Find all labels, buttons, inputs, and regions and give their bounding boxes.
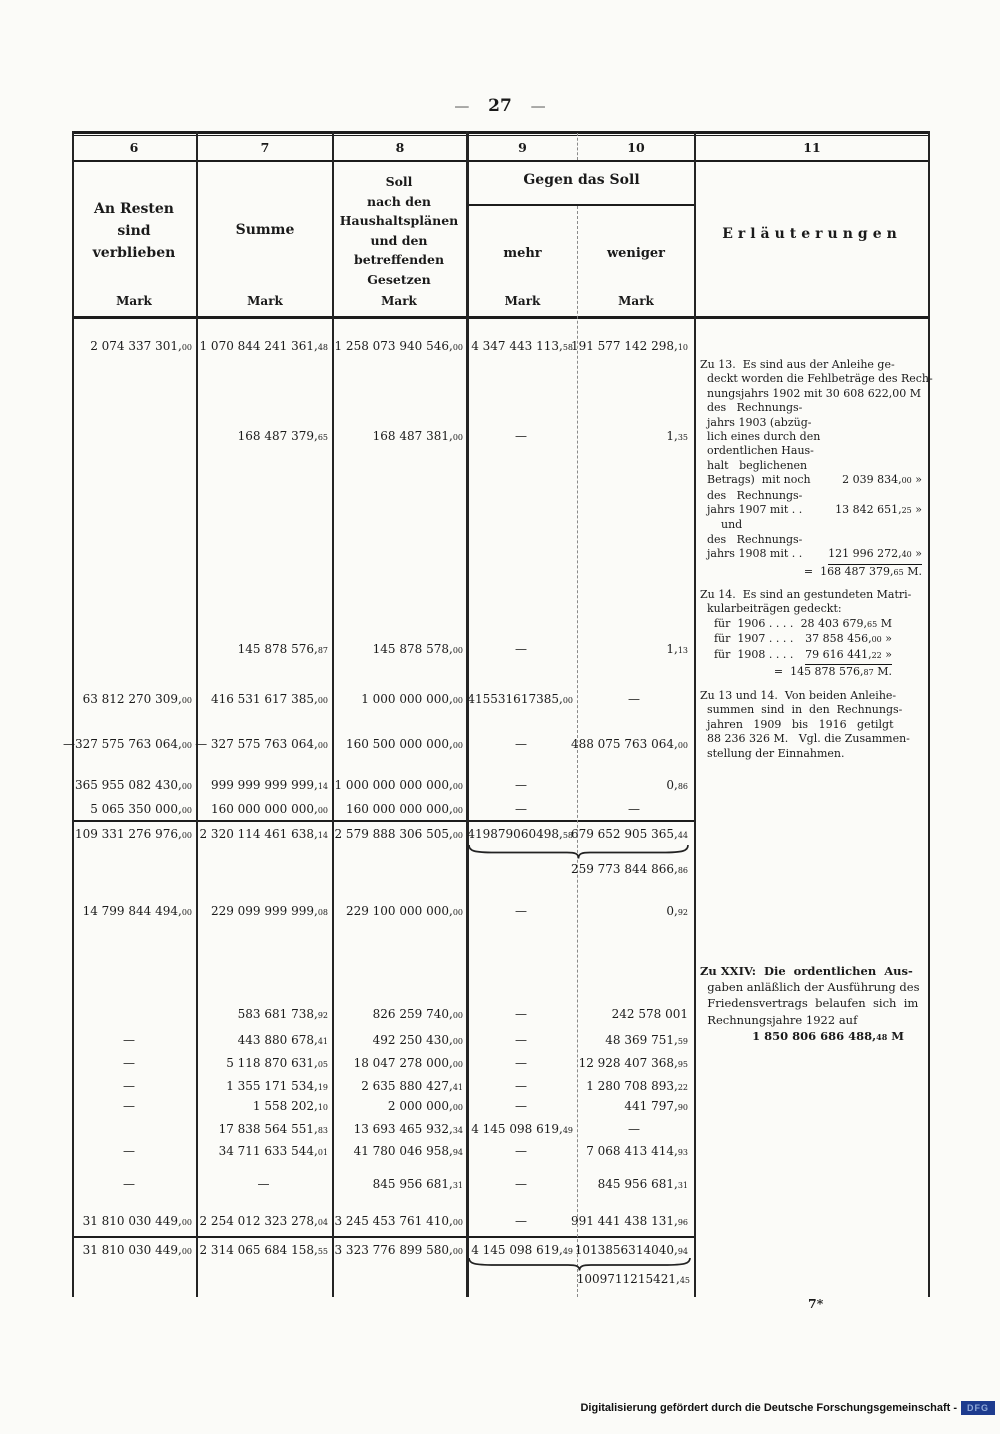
table-cell: 1 000 000 000,00 (361, 692, 463, 706)
table-cell: 2 579 888 306 505,00 (334, 827, 463, 841)
note-text: für 1907 . . . . (700, 632, 794, 646)
table-cell: 826 259 740,00 (372, 1007, 463, 1021)
table-cell: — (515, 1056, 527, 1070)
table-cell: 2 254 012 323 278,04 (199, 1214, 328, 1228)
note-line (700, 732, 930, 746)
divider-col6-col7 (196, 131, 198, 1297)
table-cell: 3 245 453 761 410,00 (334, 1214, 463, 1228)
divider-col10-col11 (694, 131, 696, 1297)
note-line (700, 963, 930, 979)
header-col11-erlaeuterungen: Erläuterungen (722, 226, 902, 242)
table-cell: — (515, 1144, 527, 1158)
note-line (700, 617, 930, 632)
table-cell: 168 487 379,65 (237, 429, 328, 443)
table-cell: 0,86 (666, 778, 688, 792)
header-col9-mehr: mehr (503, 246, 542, 261)
table-top-rule (72, 131, 930, 134)
table-cell: 160 000 000 000,00 (345, 802, 463, 816)
note-amount: 79 616 441,22 » (805, 648, 892, 665)
table-cell: 7 068 413 414,93 (586, 1144, 688, 1158)
table-cell: 145 878 576,87 (237, 642, 328, 656)
table-cell: 2 000 000,00 (387, 1099, 463, 1113)
page-number: 27 (488, 96, 512, 116)
header-col8-line5: betreffenden (353, 252, 445, 267)
note-amount: 2 039 834,00 » (842, 473, 922, 487)
note-zu14 (700, 588, 930, 680)
table-cell: 845 956 681,31 (372, 1177, 463, 1191)
table-cell: — (515, 1099, 527, 1113)
note-text: Zu 13 und 14. Von beiden Anleihe- (700, 689, 897, 702)
note-line (700, 533, 930, 547)
header-col8-line3: Haushaltsplänen (339, 213, 459, 228)
final-combined-value: 1009711215421,45 (576, 1272, 690, 1286)
note-line (700, 703, 930, 717)
note-amount: = 145 878 576,87 M. (773, 665, 892, 679)
table-cell: 48 369 751,59 (605, 1033, 688, 1047)
header-col6-line3: verblieben (92, 245, 176, 261)
note-line (700, 747, 930, 761)
header-col8 (334, 172, 464, 289)
table-cell: — (515, 1079, 527, 1093)
note-text: Zu 13. Es sind aus der Anleihe ge- (700, 358, 895, 371)
subtotal-rule (72, 820, 695, 822)
unit-mark-col8: Mark (381, 294, 417, 308)
header-col6-line2: sind (117, 223, 151, 239)
table-cell: 191 577 142 298,10 (570, 339, 688, 353)
note-line (700, 995, 930, 1011)
note-line (700, 416, 930, 430)
page-heading (0, 96, 1000, 116)
table-cell: — (123, 1177, 135, 1191)
table-cell: — (123, 1056, 135, 1070)
table-cell: 1013856314040,94 (574, 1243, 688, 1257)
final-total-rule (72, 1236, 695, 1238)
table-cell: — (515, 778, 527, 792)
note-amount: 1 850 806 686 488,48 M (752, 1028, 904, 1043)
table-top-rule-2 (72, 135, 930, 136)
note-text: Friedensvertrags belaufen sich im (700, 996, 919, 1011)
table-cell: — (515, 802, 527, 816)
table-cell: 415531617385,00 (467, 692, 573, 706)
column-number-rule (72, 160, 930, 162)
table-cell: — (515, 1214, 527, 1228)
table-cell: — (515, 429, 527, 443)
note-text: jahrs 1903 (abzüg- (700, 415, 812, 429)
table-cell: 0,92 (666, 904, 688, 918)
header-col8-line4: und den (370, 232, 428, 248)
note-text: gaben anläßlich der Ausführung des (700, 980, 920, 995)
column-number-9: 9 (518, 140, 527, 155)
table-cell: 443 880 678,41 (237, 1033, 328, 1047)
note-text: Zu 14. Es sind an gestundeten Matri- (700, 588, 912, 601)
table-cell: 160 500 000 000,00 (345, 737, 463, 751)
table-cell: — (628, 692, 640, 706)
note-text: jahrs 1908 mit . . (700, 547, 803, 561)
note-text: kularbeiträgen gedeckt: (700, 602, 842, 616)
note-line (700, 489, 930, 503)
column-number-11: 11 (803, 140, 821, 155)
heading-dash-right: — (530, 97, 546, 115)
table-cell: 160 000 000 000,00 (210, 802, 328, 816)
table-cell: 1,35 (666, 429, 688, 443)
note-line (700, 718, 930, 732)
table-cell: 2 635 880 427,41 (361, 1079, 463, 1093)
note-text: des Rechnungs- (700, 532, 803, 546)
table-cell: 2 320 114 461 638,14 (199, 827, 328, 841)
table-cell: — (515, 1007, 527, 1021)
note-line (700, 632, 930, 647)
header-col7: Summe (235, 222, 295, 238)
table-cell: — (628, 802, 640, 816)
note-text: stellung der Einnahmen. (700, 746, 845, 760)
table-cell: 31 810 030 449,00 (82, 1243, 192, 1257)
gegen-das-soll-underline (468, 204, 695, 206)
table-cell: 31 810 030 449,00 (82, 1214, 192, 1228)
column-number-6: 6 (129, 140, 139, 155)
note-line (700, 358, 930, 372)
table-cell: 488 075 763 064,00 (570, 737, 688, 751)
table-cell: 583 681 738,92 (237, 1007, 328, 1021)
note-amount: 37 858 456,00 » (805, 632, 892, 646)
table-cell: 4 145 098 619,49 (471, 1122, 573, 1136)
note-line (700, 387, 930, 401)
unit-mark-col7: Mark (247, 294, 283, 308)
note-text: für 1906 . . . . (700, 616, 794, 630)
table-cell: 845 956 681,31 (597, 1177, 688, 1191)
note-text: Rechnungsjahre 1922 auf (700, 1012, 858, 1027)
note-line (700, 648, 930, 665)
unit-mark-col9: Mark (504, 294, 541, 308)
table-cell: 441 797,90 (624, 1099, 688, 1113)
note-amount: = 168 487 379,65 M. (803, 564, 922, 578)
note-line (700, 401, 930, 415)
column-number-10: 10 (627, 140, 645, 155)
note-text: lich eines durch den (700, 430, 821, 444)
note-line (700, 1028, 930, 1045)
dfg-logo: DFG (961, 1401, 995, 1415)
note-text: und (700, 518, 743, 532)
table-cell: 1 000 000 000 000,00 (334, 778, 463, 792)
header-col8-line2: nach den (366, 193, 432, 209)
table-cell: 145 878 578,00 (372, 642, 463, 656)
note-line (700, 547, 930, 564)
table-cell: — (515, 904, 527, 918)
table-cell: 419879060498,58 (467, 827, 573, 841)
note-line (700, 430, 930, 444)
column-number-8: 8 (395, 140, 405, 155)
sheet-signature-mark: 7* (808, 1296, 824, 1311)
table-cell: 1 258 073 940 546,00 (334, 339, 463, 353)
note-amount: 13 842 651,25 » (835, 503, 922, 517)
table-cell: 109 331 276 976,00 (74, 827, 192, 841)
table-cell: — (515, 737, 527, 751)
table-cell: 1 280 708 893,22 (586, 1079, 688, 1093)
note-line (700, 665, 930, 680)
note-line (700, 459, 930, 473)
note-line (700, 503, 930, 518)
table-cell: 2 074 337 301,00 (90, 339, 192, 353)
table-cell: 13 693 465 932,34 (353, 1122, 463, 1136)
subtotal-combined-value: 259 773 844 866,86 (570, 862, 688, 876)
table-cell: — (515, 1177, 527, 1191)
table-cell: 229 100 000 000,00 (345, 904, 463, 918)
table-cell: 14 799 844 494,00 (82, 904, 192, 918)
header-col6-line1: An Resten (94, 201, 174, 217)
table-cell: 168 487 381,00 (372, 429, 463, 443)
note-text: jahrs 1907 mit . . (700, 503, 803, 517)
underbrace-subtotal (467, 843, 690, 860)
note-amount: 28 403 679,65 M (800, 616, 892, 630)
table-cell: — 327 575 763 064,00 (195, 737, 328, 751)
note-text: Zu XXIV: Die ordentlichen Aus- (700, 964, 913, 978)
header-col10-weniger: weniger (606, 246, 666, 261)
table-cell: 229 099 999 999,08 (210, 904, 328, 918)
table-cell: 242 578 001 (611, 1007, 688, 1021)
table-cell: — (515, 1033, 527, 1047)
note-line (700, 689, 930, 703)
table-cell: 492 250 430,00 (372, 1033, 463, 1047)
table-cell: 63 812 270 309,00 (82, 692, 192, 706)
note-line (700, 602, 930, 616)
header-col8-line6: Gesetzen (367, 271, 431, 287)
table-cell: 416 531 617 385,00 (210, 692, 328, 706)
table-cell: 1 070 844 241 361,48 (199, 339, 328, 353)
note-text: ordentlichen Haus- (700, 444, 814, 458)
note-line (700, 979, 930, 995)
header-bottom-rule (72, 316, 930, 319)
table-cell: 2 314 065 684 158,55 (199, 1243, 328, 1257)
note-line (700, 372, 933, 386)
table-cell: 4 145 098 619,49 (471, 1243, 573, 1257)
table-cell: — (123, 1033, 135, 1047)
table-cell: 999 999 999 999,14 (210, 778, 328, 792)
note-zu-xxiv (700, 963, 930, 1045)
table-cell: 1,13 (666, 642, 688, 656)
note-text: jahren 1909 bis 1916 getilgt (700, 717, 894, 731)
note-zu13-und-14 (700, 689, 930, 761)
table-cell: — (515, 642, 527, 656)
note-line (700, 588, 930, 602)
table-cell: — (628, 1122, 640, 1136)
footer-text: Digitalisierung gefördert durch die Deutsche Forschungsgemeinschaft - (580, 1402, 957, 1414)
note-text: summen sind in den Rechnungs- (700, 703, 903, 717)
table-cell: 4 347 443 113,58 (471, 339, 573, 353)
header-col6 (74, 198, 194, 264)
table-cell: — (123, 1079, 135, 1093)
table-cell: 18 047 278 000,00 (353, 1056, 463, 1070)
table-cell: 3 323 776 899 580,00 (334, 1243, 463, 1257)
underbrace-final (467, 1256, 692, 1272)
header-col8-line1: Soll (385, 174, 413, 189)
table-cell: 365 955 082 430,00 (74, 778, 192, 792)
table-cell: 1 558 202,10 (252, 1099, 328, 1113)
note-line (700, 518, 930, 532)
note-line (700, 565, 930, 580)
table-cell: 5 118 870 631,05 (226, 1056, 328, 1070)
note-text: Betrags) mit noch (700, 473, 811, 487)
table-cell: 5 065 350 000,00 (90, 802, 192, 816)
table-cell: — (123, 1099, 135, 1113)
table-cell: 17 838 564 551,83 (218, 1122, 328, 1136)
table-cell: 41 780 046 958,94 (353, 1144, 463, 1158)
unit-mark-col6: Mark (116, 294, 152, 308)
table-cell: 34 711 633 544,01 (218, 1144, 328, 1158)
note-line (700, 444, 930, 458)
table-cell: —327 575 763 064,00 (62, 737, 192, 751)
note-text: des Rechnungs- (700, 401, 803, 415)
table-cell: 1 355 171 534,19 (226, 1079, 328, 1093)
table-cell: — (123, 1144, 135, 1158)
table-cell: — (257, 1177, 270, 1191)
table-cell: 12 928 407 368,95 (578, 1056, 688, 1070)
note-line (700, 1012, 930, 1028)
note-text: des Rechnungs- (700, 488, 803, 502)
digitisation-footer (580, 1401, 995, 1415)
column-number-7: 7 (260, 140, 270, 155)
note-text: 88 236 326 M. Vgl. die Zusammen- (700, 732, 910, 746)
table-cell: 679 652 905 365,44 (570, 827, 688, 841)
heading-dash-left: — (454, 97, 470, 115)
note-zu13 (700, 358, 933, 580)
note-amount: 121 996 272,40 » (828, 547, 922, 564)
table-cell: 991 441 438 131,96 (570, 1214, 688, 1228)
header-gegen-das-soll: Gegen das Soll (523, 172, 640, 188)
note-text: halt beglichenen (700, 458, 808, 472)
note-line (700, 473, 930, 488)
note-text: für 1908 . . . . (700, 647, 794, 661)
note-text: nungsjahrs 1902 mit 30 608 622,00 M (700, 386, 921, 400)
unit-mark-col10: Mark (618, 294, 654, 308)
note-text: deckt worden die Fehlbeträge des Rech- (700, 372, 933, 386)
